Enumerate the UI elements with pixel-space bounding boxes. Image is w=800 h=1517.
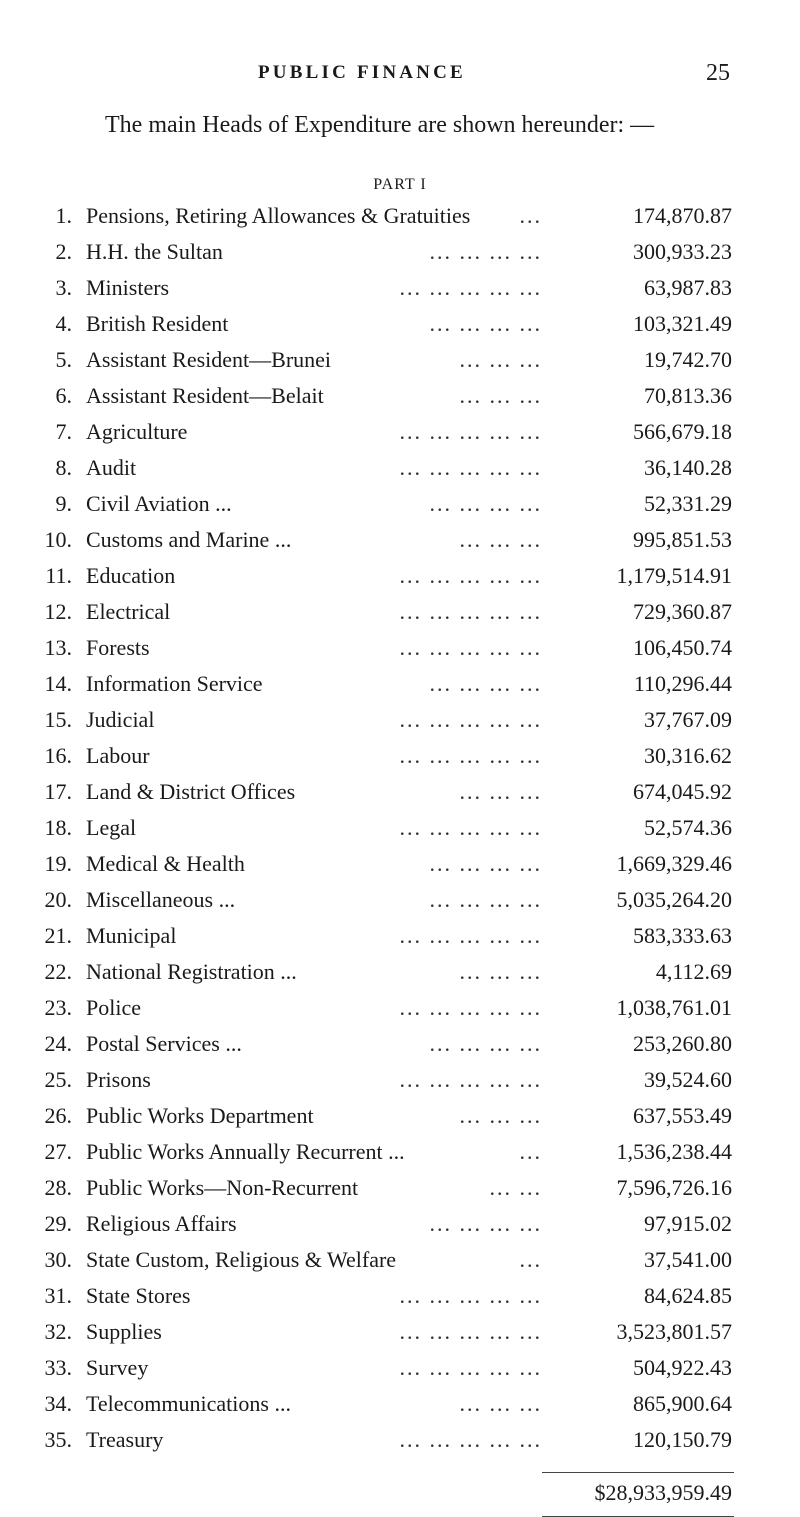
row-amount: 103,321.49 <box>633 311 732 336</box>
row-amount: 1,669,329.46 <box>616 851 732 876</box>
row-amount: 865,900.64 <box>633 1391 732 1416</box>
expenditure-row <box>0 846 800 882</box>
row-amount: 1,179,514.91 <box>616 563 732 588</box>
row-amount: 729,360.87 <box>633 599 732 624</box>
row-leader-dots: ... ... ... ... ... <box>399 1283 542 1308</box>
row-number: 11. <box>45 563 72 588</box>
row-amount: 583,333.63 <box>633 923 732 948</box>
row-amount: 19,742.70 <box>644 347 732 372</box>
row-number: 32. <box>44 1319 72 1344</box>
row-leader-dots: ... ... ... <box>459 1391 542 1416</box>
row-label: Municipal <box>86 923 177 948</box>
row-amount: 39,524.60 <box>644 1067 732 1092</box>
row-amount: 52,574.36 <box>644 815 732 840</box>
part-label: PART I <box>373 176 427 193</box>
row-leader-dots: ... ... ... <box>459 527 542 552</box>
row-leader-dots: ... ... ... ... ... <box>399 563 542 588</box>
expenditure-row <box>0 990 800 1026</box>
expenditure-row <box>0 1386 800 1422</box>
row-number: 35. <box>44 1427 72 1452</box>
expenditure-row <box>0 594 800 630</box>
row-amount: 504,922.43 <box>633 1355 732 1380</box>
row-label: Assistant Resident—Brunei <box>86 347 332 372</box>
row-number: 25. <box>44 1067 72 1092</box>
row-number: 7. <box>55 419 72 444</box>
expenditure-row <box>0 522 800 558</box>
row-label: Treasury <box>86 1427 164 1452</box>
row-amount: 120,150.79 <box>633 1427 732 1452</box>
grand-total: $28,933,959.49 <box>594 1480 732 1505</box>
row-leader-dots: ... ... ... ... ... <box>399 599 542 624</box>
expenditure-row <box>0 774 800 810</box>
row-leader-dots: ... ... ... <box>459 779 542 804</box>
expenditure-list <box>0 198 800 1458</box>
row-number: 6. <box>55 383 72 408</box>
row-label: National Registration ... <box>86 959 297 984</box>
row-label: Civil Aviation ... <box>86 491 232 516</box>
expenditure-row <box>0 306 800 342</box>
row-amount: 674,045.92 <box>633 779 732 804</box>
row-number: 29. <box>44 1211 72 1236</box>
row-number: 24. <box>44 1031 72 1056</box>
expenditure-row <box>0 1242 800 1278</box>
row-leader-dots: ... ... ... ... ... <box>399 1355 542 1380</box>
expenditure-row <box>0 882 800 918</box>
row-leader-dots: ... ... ... ... <box>429 311 542 336</box>
row-amount: 253,260.80 <box>633 1031 732 1056</box>
row-label: Forests <box>86 635 150 660</box>
expenditure-row <box>0 1206 800 1242</box>
row-leader-dots: ... ... ... ... ... <box>399 1427 542 1452</box>
row-leader-dots: ... ... ... ... <box>429 671 542 696</box>
row-number: 14. <box>44 671 72 696</box>
expenditure-row <box>0 234 800 270</box>
row-leader-dots: ... ... ... ... ... <box>399 419 542 444</box>
row-amount: 1,038,761.01 <box>616 995 732 1020</box>
row-number: 27. <box>44 1139 72 1164</box>
row-number: 28. <box>44 1175 72 1200</box>
row-leader-dots: ... ... ... <box>459 383 542 408</box>
expenditure-row <box>0 1422 800 1458</box>
row-label: Legal <box>86 815 137 840</box>
expenditure-row <box>0 810 800 846</box>
row-label: Audit <box>86 455 137 480</box>
row-number: 12. <box>44 599 72 624</box>
expenditure-row <box>0 738 800 774</box>
row-leader-dots: ... ... ... ... ... <box>399 815 542 840</box>
row-number: 17. <box>44 779 72 804</box>
row-number: 22. <box>44 959 72 984</box>
row-number: 1. <box>55 203 72 228</box>
row-label: Labour <box>86 743 150 768</box>
row-label: Prisons <box>86 1067 151 1092</box>
row-number: 26. <box>44 1103 72 1128</box>
row-number: 5. <box>55 347 72 372</box>
row-leader-dots: ... ... ... ... ... <box>399 1319 542 1344</box>
row-amount: 63,987.83 <box>644 275 732 300</box>
expenditure-row <box>0 1026 800 1062</box>
expenditure-row <box>0 558 800 594</box>
row-number: 13. <box>44 635 72 660</box>
row-leader-dots: ... ... ... ... ... <box>399 1067 542 1092</box>
row-leader-dots: ... ... ... ... <box>429 851 542 876</box>
row-amount: 995,851.53 <box>633 527 732 552</box>
row-label: Supplies <box>86 1319 162 1344</box>
row-leader-dots: ... ... ... ... <box>429 887 542 912</box>
row-leader-dots: ... ... ... ... <box>429 1211 542 1236</box>
expenditure-row <box>0 450 800 486</box>
row-number: 8. <box>55 455 72 480</box>
row-label: Pensions, Retiring Allowances & Gratuities <box>86 203 471 228</box>
row-leader-dots: ... ... ... ... ... <box>399 923 542 948</box>
row-leader-dots: ... ... ... ... ... <box>399 743 542 768</box>
expenditure-row <box>0 954 800 990</box>
row-leader-dots: ... ... ... <box>459 347 542 372</box>
row-number: 19. <box>44 851 72 876</box>
row-number: 23. <box>44 995 72 1020</box>
row-number: 9. <box>55 491 72 516</box>
row-amount: 84,624.85 <box>644 1283 732 1308</box>
row-number: 3. <box>55 275 72 300</box>
row-leader-dots: ... ... <box>489 1175 542 1200</box>
expenditure-row <box>0 1314 800 1350</box>
row-amount: 36,140.28 <box>644 455 732 480</box>
row-leader-dots: ... ... ... ... ... <box>399 275 542 300</box>
row-label: Judicial <box>86 707 155 732</box>
row-amount: 106,450.74 <box>633 635 732 660</box>
row-amount: 37,767.09 <box>644 707 732 732</box>
expenditure-row <box>0 666 800 702</box>
row-number: 31. <box>44 1283 72 1308</box>
expenditure-row <box>0 486 800 522</box>
total-rule-top <box>542 1472 734 1473</box>
row-number: 30. <box>44 1247 72 1272</box>
row-number: 2. <box>55 239 72 264</box>
row-leader-dots: ... ... ... ... <box>429 1031 542 1056</box>
row-amount: 566,679.18 <box>633 419 732 444</box>
expenditure-row <box>0 1062 800 1098</box>
row-label: Assistant Resident—Belait <box>86 383 324 408</box>
row-amount: 97,915.02 <box>644 1211 732 1236</box>
page-number: 25 <box>706 60 730 86</box>
expenditure-row <box>0 270 800 306</box>
running-title: PUBLIC FINANCE <box>258 62 466 83</box>
row-label: Public Works Annually Recurrent ... <box>86 1139 405 1164</box>
row-amount: 7,596,726.16 <box>616 1175 732 1200</box>
row-leader-dots: ... <box>519 1247 542 1272</box>
row-label: Telecommunications ... <box>86 1391 291 1416</box>
row-amount: 1,536,238.44 <box>616 1139 732 1164</box>
expenditure-row <box>0 1170 800 1206</box>
row-leader-dots: ... ... ... ... <box>429 491 542 516</box>
expenditure-row <box>0 1134 800 1170</box>
row-number: 20. <box>44 887 72 912</box>
row-label: Public Works—Non-Recurrent <box>86 1175 359 1200</box>
expenditure-row <box>0 342 800 378</box>
row-amount: 37,541.00 <box>644 1247 732 1272</box>
expenditure-row <box>0 1098 800 1134</box>
row-label: H.H. the Sultan <box>86 239 223 264</box>
expenditure-row <box>0 630 800 666</box>
row-leader-dots: ... ... ... ... ... <box>399 707 542 732</box>
row-amount: 637,553.49 <box>633 1103 732 1128</box>
row-amount: 174,870.87 <box>633 203 732 228</box>
row-label: Electrical <box>86 599 171 624</box>
row-leader-dots: ... ... ... ... ... <box>399 995 542 1020</box>
row-leader-dots: ... ... ... ... ... <box>399 635 542 660</box>
row-label: Postal Services ... <box>86 1031 242 1056</box>
row-label: State Stores <box>86 1283 191 1308</box>
row-amount: 300,933.23 <box>633 239 732 264</box>
row-amount: 4,112.69 <box>655 959 732 984</box>
row-leader-dots: ... ... ... ... <box>429 239 542 264</box>
row-amount: 3,523,801.57 <box>616 1319 732 1344</box>
row-number: 15. <box>44 707 72 732</box>
row-number: 16. <box>44 743 72 768</box>
row-label: Public Works Department <box>86 1103 314 1128</box>
expenditure-row <box>0 702 800 738</box>
row-label: British Resident <box>86 311 229 336</box>
row-label: Education <box>86 563 176 588</box>
expenditure-row <box>0 198 800 234</box>
row-label: Ministers <box>86 275 170 300</box>
row-number: 21. <box>44 923 72 948</box>
row-number: 10. <box>44 527 72 552</box>
expenditure-row <box>0 1278 800 1314</box>
row-leader-dots: ... <box>519 203 542 228</box>
row-leader-dots: ... ... ... <box>459 1103 542 1128</box>
row-amount: 30,316.62 <box>644 743 732 768</box>
expenditure-row <box>0 1350 800 1386</box>
row-number: 18. <box>44 815 72 840</box>
row-leader-dots: ... ... ... ... ... <box>399 455 542 480</box>
page-header <box>0 62 800 92</box>
expenditure-row <box>0 414 800 450</box>
row-label: Miscellaneous ... <box>86 887 236 912</box>
expenditure-row <box>0 378 800 414</box>
row-label: Medical & Health <box>86 851 245 876</box>
row-amount: 52,331.29 <box>644 491 732 516</box>
row-label: Land & District Offices <box>86 779 296 804</box>
row-leader-dots: ... ... ... <box>459 959 542 984</box>
row-label: Information Service <box>86 671 263 696</box>
intro-text: The main Heads of Expenditure are shown hereunder: — <box>105 112 655 138</box>
row-amount: 70,813.36 <box>644 383 732 408</box>
row-label: Survey <box>86 1355 149 1380</box>
row-number: 4. <box>55 311 72 336</box>
row-amount: 110,296.44 <box>633 671 732 696</box>
row-label: Customs and Marine ... <box>86 527 292 552</box>
row-amount: 5,035,264.20 <box>616 887 732 912</box>
row-label: State Custom, Religious & Welfare <box>86 1247 397 1272</box>
row-label: Police <box>86 995 141 1020</box>
expenditure-row <box>0 918 800 954</box>
row-leader-dots: ... <box>519 1139 542 1164</box>
row-label: Agriculture <box>86 419 188 444</box>
row-number: 33. <box>44 1355 72 1380</box>
row-label: Religious Affairs <box>86 1211 237 1236</box>
row-number: 34. <box>44 1391 72 1416</box>
